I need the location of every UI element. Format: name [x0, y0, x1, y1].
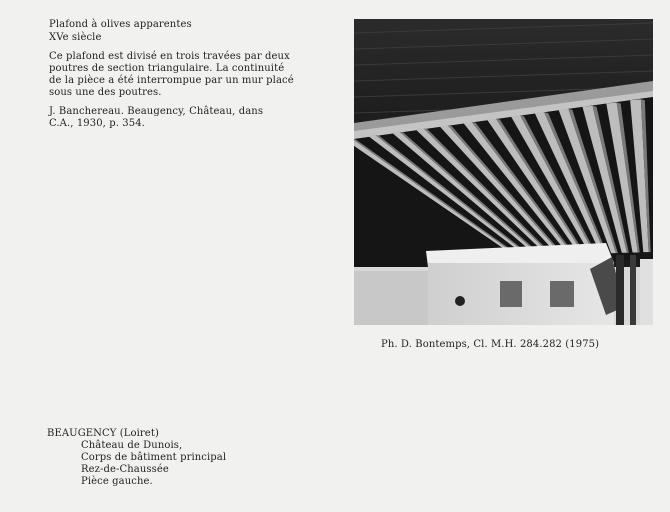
ceiling-photo-drawing — [354, 19, 653, 325]
bibliography-line: J. Banchereau. Beaugency, Château, dans — [49, 106, 264, 117]
description-line: de la pièce a été interrompue par un mur placé — [49, 75, 294, 86]
record-title: Plafond à olives apparentes — [49, 19, 192, 30]
description-line: Ce plafond est divisé en trois travées par deux — [49, 51, 290, 62]
ceiling-photograph — [354, 19, 653, 325]
photo-credit: Ph. D. Bontemps, Cl. M.H. 284.282 (1975) — [381, 339, 600, 350]
description-line: sous une des poutres. — [49, 87, 162, 98]
location-line: Rez-de-Chaussée — [81, 464, 169, 475]
bibliography-line: C.A., 1930, p. 354. — [49, 118, 145, 129]
record-century: XVe siècle — [49, 32, 102, 43]
location-line: Corps de bâtiment principal — [81, 452, 227, 463]
description-line: poutres de section triangulaire. La continuité — [49, 63, 285, 74]
location-line: Pièce gauche. — [81, 476, 153, 487]
location-town: BEAUGENCY (Loiret) — [47, 428, 159, 439]
location-line: Château de Dunois, — [81, 440, 183, 451]
